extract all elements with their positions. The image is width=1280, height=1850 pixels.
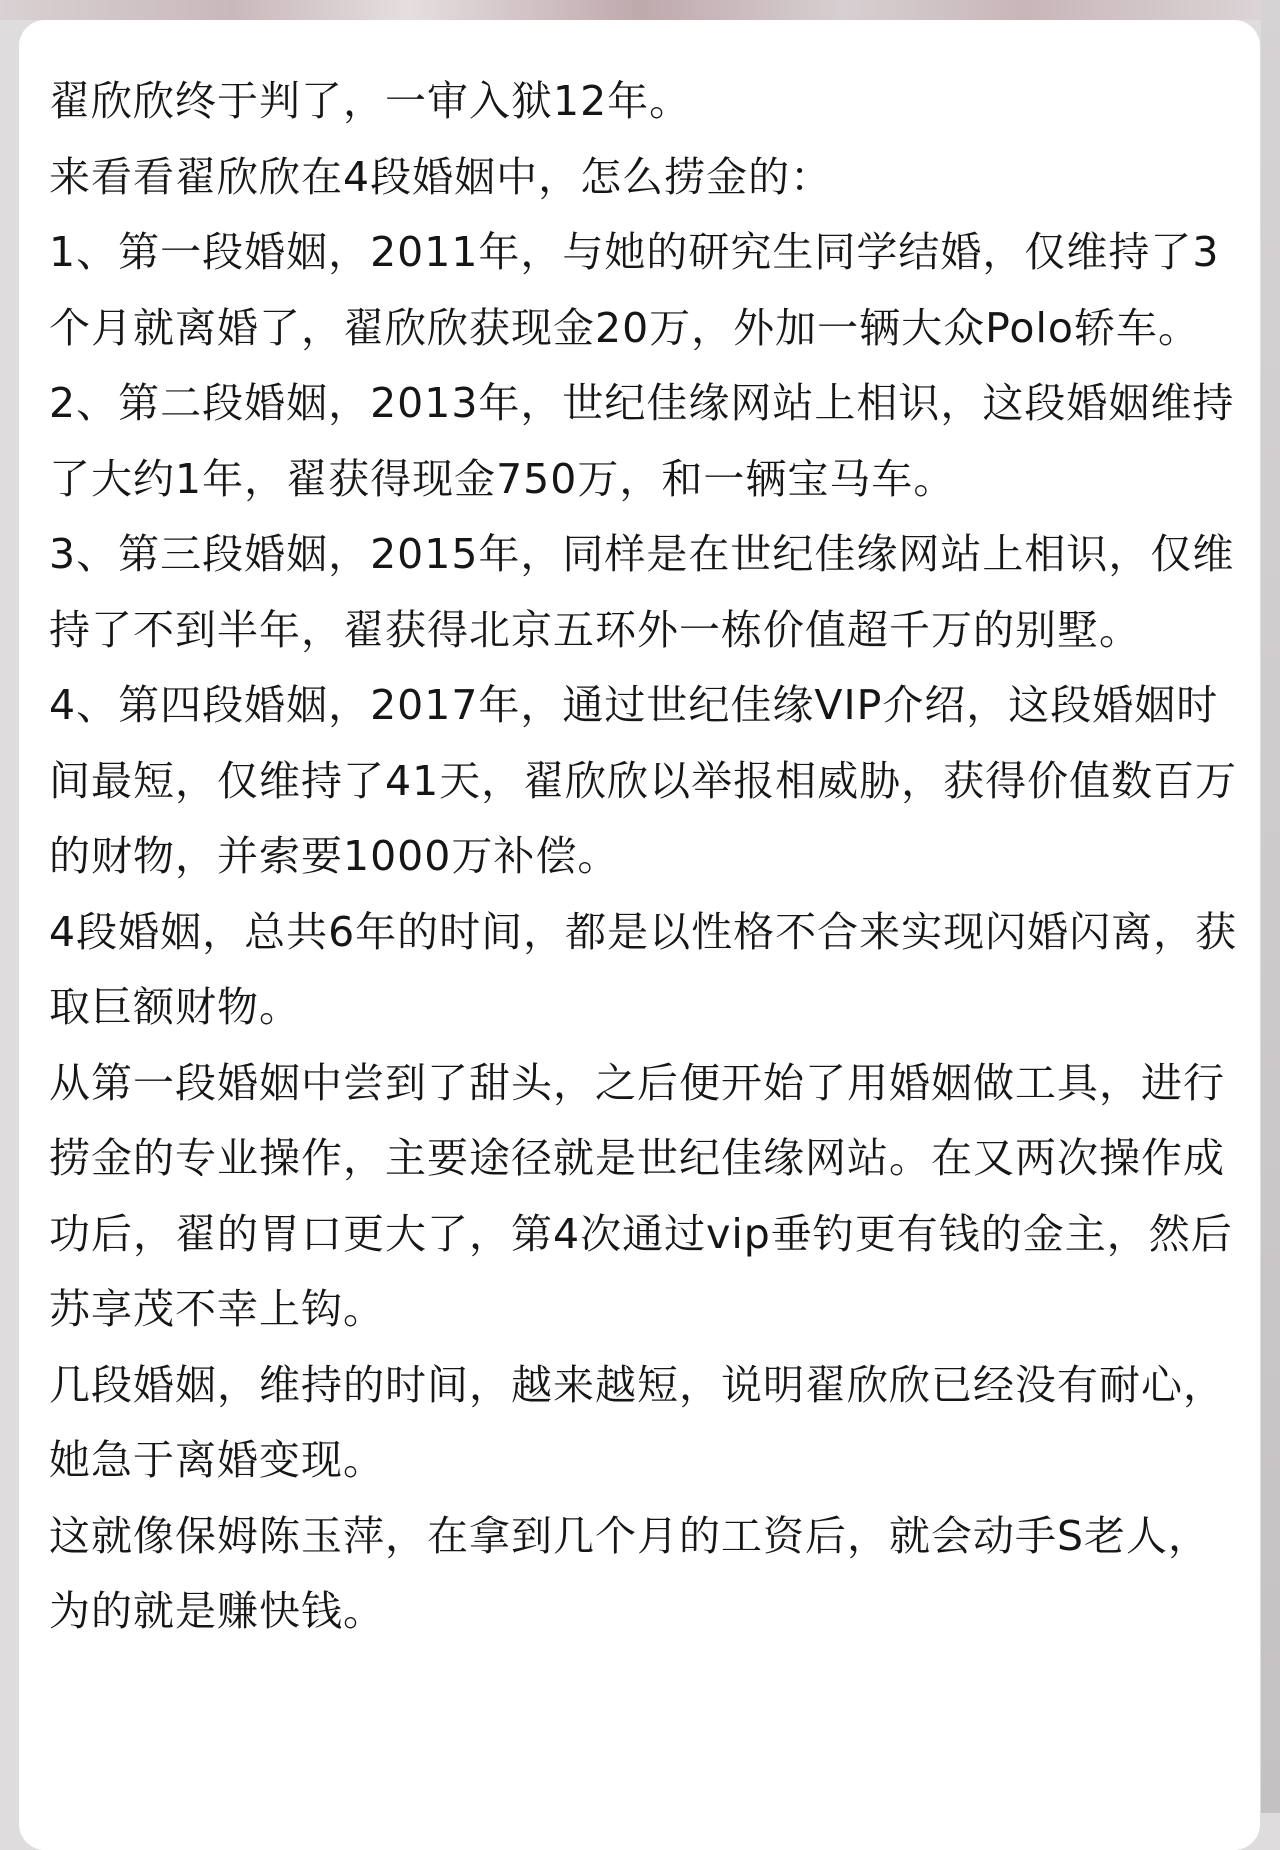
paragraph-marriage-1: 1、第一段婚姻，2011年，与她的研究生同学结婚，仅维持了3个月就离婚了，翟欣欣获现金20万，外加一辆大众Polo轿车。 — [49, 228, 1220, 352]
paragraph-marriage-3: 3、第三段婚姻，2015年，同样是在世纪佳缘网站上相识，仅维持了不到半年，翟获得北京五环外一栋价值超千万的别墅。 — [49, 530, 1235, 654]
paragraph-marriage-4: 4、第四段婚姻，2017年，通过世纪佳缘VIP介绍，这段婚姻时间最短，仅维持了41天，翟欣欣以举报相威胁，获得价值数百万的财物，并索要1000万补偿。 — [49, 681, 1238, 880]
paragraph-comparison: 这就像保姆陈玉萍，在拿到几个月的工资后，就会动手S老人，为的就是赚快钱。 — [49, 1511, 1211, 1635]
paragraph-patience: 几段婚姻，维持的时间，越来越短，说明翟欣欣已经没有耐心，她急于离婚变现。 — [49, 1360, 1225, 1484]
paragraph-intro: 来看看翟欣欣在4段婚姻中，怎么捞金的： — [49, 152, 833, 201]
paragraph-analysis: 从第一段婚姻中尝到了甜头，之后便开始了用婚姻做工具，进行捞金的专业操作，主要途径就是世纪佳缘网站。在又两次操作成功后，翟的胃口更大了，第4次通过vip垂钓更有钱的金主，然后苏享茂不幸上钩。 — [49, 1058, 1233, 1333]
right-edge-background — [1261, 0, 1280, 1813]
paragraph-verdict: 翟欣欣终于判了，一审入狱12年。 — [49, 77, 692, 125]
top-image-strip — [0, 0, 1280, 20]
paragraph-marriage-2: 2、第二段婚姻，2013年，世纪佳缘网站上相识，这段婚姻维持了大约1年，翟获得现金750万，和一辆宝马车。 — [49, 379, 1235, 503]
post-card — [19, 20, 1260, 1850]
post-body — [49, 64, 1244, 1650]
paragraph-summary: 4段婚姻，总共6年的时间，都是以性格不合来实现闪婚闪离，获取巨额财物。 — [49, 907, 1238, 1031]
